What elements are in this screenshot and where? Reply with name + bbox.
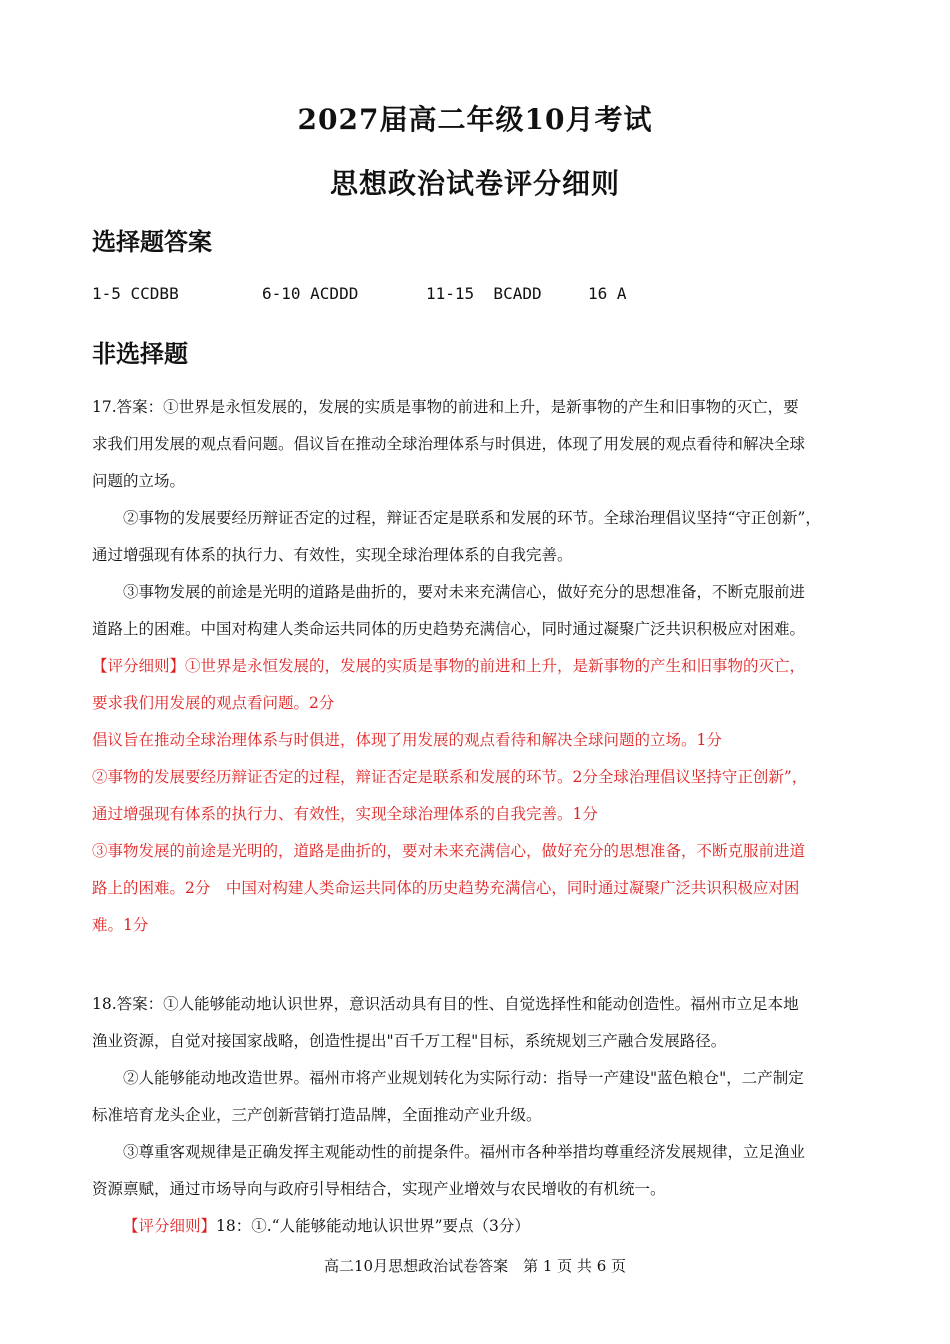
answer-line: ③尊重客观规律是正确发挥主观能动性的前提条件。福州市各种举措均尊重经济发展规律，立足渔业	[123, 1143, 806, 1161]
answer-line: ③事物发展的前途是光明的道路是曲折的，要对未来充满信心，做好充分的思想准备，不断克服前进	[123, 583, 806, 601]
rubric-text: 18：①.“人能够能动地认识世界”要点（3分）	[216, 1217, 530, 1235]
answer-group: 11-15 BCADD	[426, 284, 542, 303]
question-17	[92, 389, 860, 944]
answer-group: 1-5 CCDBB	[92, 284, 179, 303]
rubric-line: 【评分细则】①世界是永恒发展的，发展的实质是事物的前进和上升，是新事物的产生和旧事物的灭亡，	[92, 657, 806, 675]
rubric-line: 难。1分	[92, 916, 149, 934]
rubric-label: 【评分细则】	[123, 1217, 217, 1235]
answer-line: 道路上的困难。中国对构建人类命运共同体的历史趋势充满信心，同时通过凝聚广泛共识积极应对困难。	[92, 620, 806, 638]
rubric-line: 路上的困难。2分 中国对构建人类命运共同体的历史趋势充满信心，同时通过凝聚广泛共识积极应对困	[92, 879, 800, 897]
question-18	[92, 986, 860, 1245]
rubric-line: 通过增强现有体系的执行力、有效性，实现全球治理体系的自我完善。1分	[92, 805, 598, 823]
exam-title: 2027届高二年级10月考试	[297, 103, 653, 136]
answer-line: 18.答案：①人能够能动地认识世界，意识活动具有目的性、自觉选择性和能动创造性。福州市立足本地	[92, 995, 799, 1013]
answer-line: 渔业资源，自觉对接国家战略，创造性提出"百千万工程"目标，系统规划三产融合发展路径。	[92, 1032, 727, 1050]
answer-line: ②事物的发展要经历辩证否定的过程，辩证否定是联系和发展的环节。全球治理倡议坚持“守正创新”，	[123, 509, 821, 527]
answer-line: 17.答案：①世界是永恒发展的，发展的实质是事物的前进和上升，是新事物的产生和旧事物的灭亡，要	[92, 398, 799, 416]
exam-subtitle: 思想政治试卷评分细则	[329, 167, 620, 200]
answer-line: 求我们用发展的观点看问题。倡议旨在推动全球治理体系与时俱进，体现了用发展的观点看待和解决全球	[92, 435, 806, 453]
answer-line: 通过增强现有体系的执行力、有效性，实现全球治理体系的自我完善。	[92, 546, 573, 564]
answer-group: 6-10 ACDDD	[262, 284, 359, 303]
rubric-line	[92, 1208, 860, 1245]
rubric-line: ②事物的发展要经历辩证否定的过程，辩证否定是联系和发展的环节。2分全球治理倡议坚持守正创新”，	[92, 768, 808, 786]
rubric-line: 倡议旨在推动全球治理体系与时俱进，体现了用发展的观点看待和解决全球问题的立场。1分	[92, 731, 722, 749]
answer-line: 标准培育龙头企业，三产创新营销打造品牌，全面推动产业升级。	[92, 1106, 542, 1124]
answer-line: ②人能够能动地改造世界。福州市将产业规划转化为实际行动：指导一产建设"蓝色粮仓"，二产制定	[123, 1069, 804, 1087]
answer-line: 问题的立场。	[92, 472, 186, 490]
page-footer: 高二10月思想政治试卷答案 第 1 页 共 6 页	[323, 1257, 627, 1275]
answer-line: 资源禀赋，通过市场导向与政府引导相结合，实现产业增效与农民增收的有机统一。	[92, 1180, 666, 1198]
answer-group: 16 A	[588, 284, 627, 303]
section-nonchoice-heading: 非选择题	[92, 340, 188, 368]
rubric-line: 要求我们用发展的观点看问题。2分	[92, 694, 335, 712]
section-choice-heading: 选择题答案	[92, 228, 212, 256]
rubric-line: ③事物发展的前途是光明的，道路是曲折的，要对未来充满信心，做好充分的思想准备，不断克服前进道	[92, 842, 806, 860]
